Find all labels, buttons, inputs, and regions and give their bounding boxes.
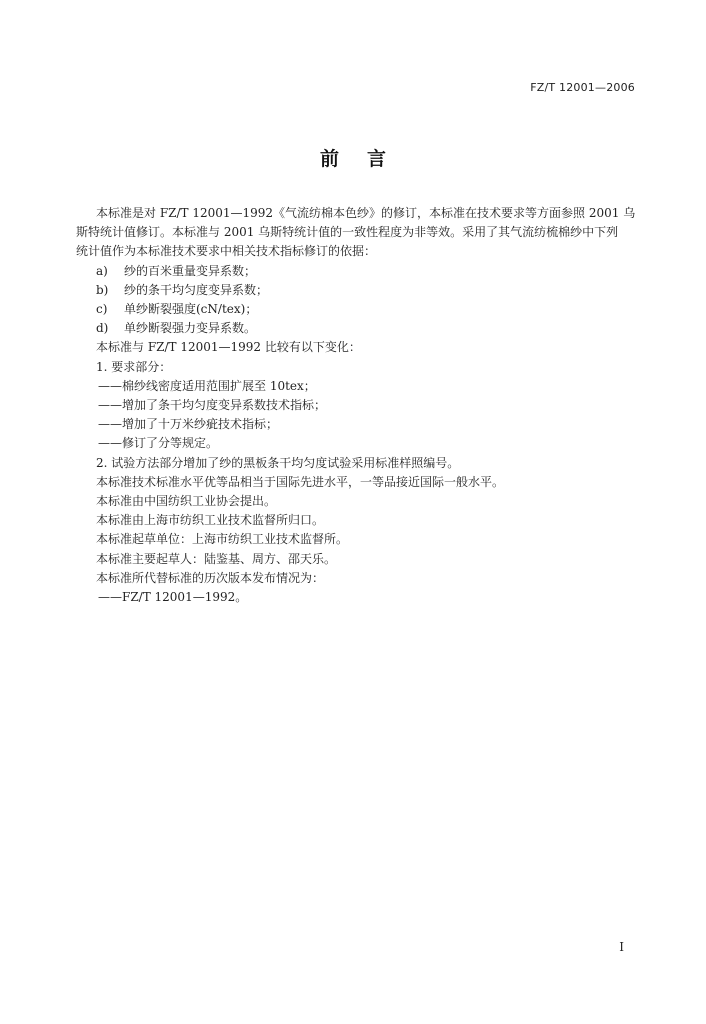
document-body (76, 204, 636, 607)
closing-line: 本标准技术标准水平优等品相当于国际先进水平，一等品接近国际一般水平。 (96, 474, 505, 489)
page-title: 前言 (319, 148, 414, 170)
closing-line: 本标准主要起草人：陆鉴基、周方、邵天乐。 (96, 551, 337, 566)
intro-line-2: 斯特统计值修订。本标准与 2001 乌斯特统计值的一致性程度为非等效。采用了其气流纺梳棉纱中下列 (76, 225, 619, 240)
list-item (96, 262, 636, 281)
closing-line: 本标准所代替标准的历次版本发布情况为： (96, 570, 325, 585)
page-number: I (619, 940, 624, 954)
change-item: ——棉纱线密度适用范围扩展至 10tex； (98, 378, 316, 393)
list-item-text: 纱的条干均匀度变异系数； (124, 282, 269, 297)
change-item: ——增加了条干均匀度变异系数技术指标； (98, 398, 327, 413)
standard-code: FZ/T 12001—2006 (530, 81, 635, 94)
list-item (96, 281, 636, 300)
closing-line: 本标准由上海市纺织工业技术监督所归口。 (96, 513, 325, 528)
list-item-text: 纱的百米重量变异系数； (124, 263, 257, 278)
change-item: ——增加了十万米纱疵技术指标； (98, 417, 279, 432)
closing-line: ——FZ/T 12001—1992。 (98, 590, 248, 605)
intro-line-3: 统计值作为本标准技术要求中相关技术指标修订的依据： (76, 244, 377, 259)
intro-line-1: 本标准是对 FZ/T 12001—1992《气流纺棉本色纱》的修订，本标准在技术要求等方面参照 2001 乌 (96, 206, 636, 220)
closing-line: 本标准由中国纺织工业协会提出。 (96, 494, 277, 509)
list-item-label: b) (96, 282, 109, 297)
list-item-label: d) (96, 321, 109, 336)
list-item-text: 单纱断裂强度(cN/tex)； (124, 302, 258, 317)
list-item-text: 单纱断裂强力变异系数。 (124, 321, 257, 336)
change-item: ——修订了分等规定。 (98, 436, 219, 451)
comparison-intro: 本标准与 FZ/T 12001—1992 比较有以下变化： (96, 340, 361, 355)
change-part2: 2. 试验方法部分增加了纱的黑板条干均匀度试验采用标准样照编号。 (96, 455, 460, 470)
closing-line: 本标准起草单位：上海市纺织工业技术监督所。 (96, 532, 349, 547)
list-item (96, 319, 636, 338)
list-item-label: a) (96, 263, 108, 278)
change-part1-heading: 1. 要求部分： (96, 359, 172, 374)
list-item (96, 300, 636, 319)
list-item-label: c) (96, 302, 108, 317)
